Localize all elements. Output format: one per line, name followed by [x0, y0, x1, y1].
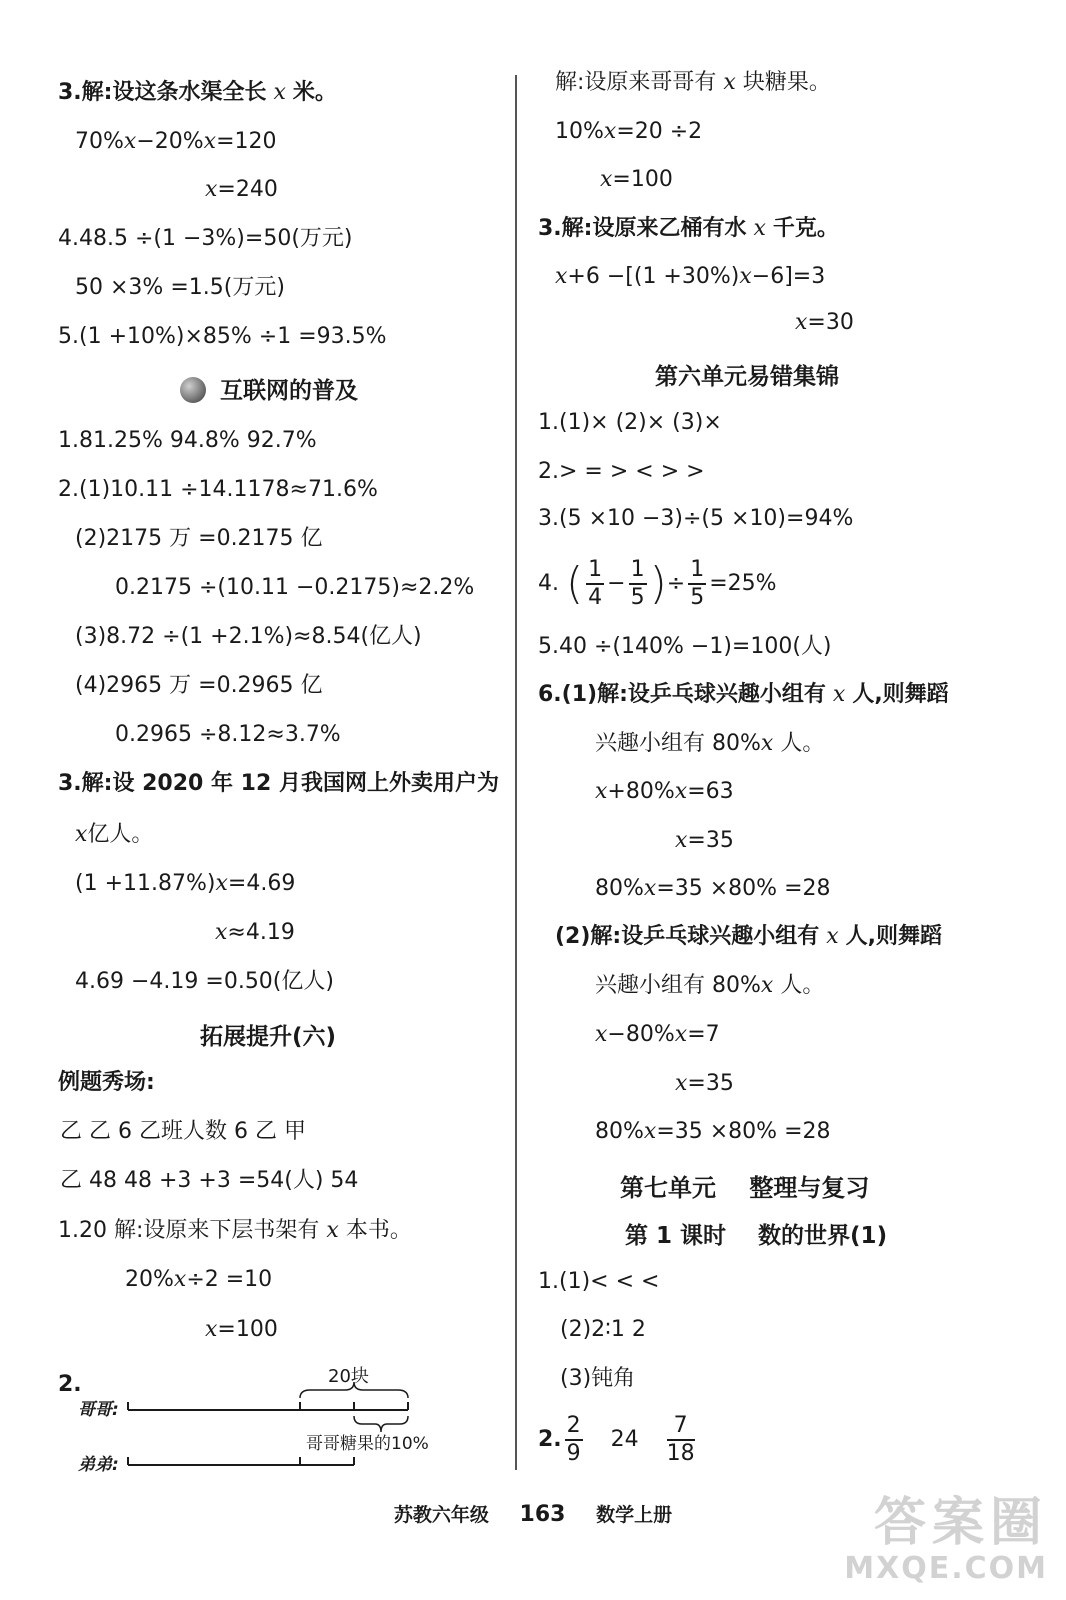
brace-bottom	[354, 1416, 408, 1432]
text: 6.(1)解:设乒乓球兴趣小组有	[538, 682, 826, 707]
answer-line: 2.> = > < > >	[538, 459, 705, 484]
variable: x	[753, 216, 766, 241]
variable: x	[215, 871, 228, 896]
text: −6]=3	[751, 264, 826, 289]
text: =240	[217, 177, 278, 202]
text: =63	[687, 779, 734, 804]
text: +6 −[(1 +30%)	[567, 264, 740, 289]
variable: x	[723, 70, 736, 95]
answer-line: 50 ×3% =1.5(万元)	[75, 275, 285, 300]
answer-line: (4)2965 万 =0.2965 亿	[75, 673, 323, 698]
variable: x	[326, 1218, 339, 1243]
answer-line: (3)8.72 ÷(1 +2.1%)≈8.54(亿人)	[75, 624, 422, 649]
section-heading: 互联网的普及	[220, 378, 358, 404]
text: +80%	[607, 779, 675, 804]
answer-line: 4.48.5 ÷(1 −3%)=50(万元)	[58, 226, 353, 251]
equation-line	[675, 826, 734, 856]
variable: x	[643, 1119, 657, 1144]
watermark	[844, 1495, 1048, 1586]
answer-line	[595, 729, 824, 759]
variable: x	[760, 973, 774, 998]
page-number: 163	[519, 1502, 566, 1527]
variable: x	[600, 167, 613, 192]
equation-line	[595, 777, 734, 807]
answer-line: 1.(1)× (2)× (3)×	[538, 410, 722, 435]
variable: x	[173, 1267, 187, 1292]
lesson-heading: 第 1 课时 数的世界(1)	[625, 1223, 888, 1249]
unit-heading: 第七单元 整理与复习	[620, 1174, 870, 1202]
variable: x	[760, 731, 774, 756]
brace-top-label: 20块	[328, 1366, 369, 1387]
equation-line	[675, 1069, 734, 1099]
equation-line	[215, 918, 295, 948]
equation-line	[555, 117, 702, 147]
numerator: 1	[586, 557, 604, 585]
answer-line: 5.(1 +10%)×85% ÷1 =93.5%	[58, 324, 387, 349]
answer-line	[595, 971, 824, 1001]
equation-line	[75, 127, 277, 157]
equation-line	[595, 874, 831, 904]
variable: x	[795, 310, 808, 335]
text: =100	[217, 1317, 278, 1342]
variable: x	[123, 129, 137, 154]
fraction-line	[538, 1412, 698, 1468]
variable: x	[643, 876, 657, 901]
text: 人。	[780, 973, 825, 998]
text: 70%	[75, 129, 124, 154]
equation-line	[600, 165, 673, 195]
text: =30	[807, 310, 854, 335]
text: −	[607, 571, 626, 596]
text: 3.解:设这条水渠全长	[58, 80, 267, 105]
text: =7	[687, 1022, 720, 1047]
text: ÷2 =10	[186, 1267, 273, 1292]
line-segment-diagram	[70, 1360, 490, 1480]
numerator: 2	[565, 1413, 583, 1441]
section-heading: 拓展提升(六)	[200, 1024, 337, 1050]
answer-line: 3.(5 ×10 −3)÷(5 ×10)=94%	[538, 506, 854, 531]
answer-line: 4.69 −4.19 =0.50(亿人)	[75, 969, 334, 994]
text: 2.	[538, 1427, 562, 1452]
variable: x	[826, 924, 839, 949]
variable: x	[595, 779, 608, 804]
text: =35	[687, 828, 734, 853]
right-column	[520, 0, 1066, 1480]
variable: x	[595, 1022, 608, 1047]
denominator: 5	[630, 585, 645, 610]
section-bullet-icon	[180, 377, 206, 403]
answer-line: 0.2175 ÷(10.11 −0.2175)≈2.2%	[115, 575, 475, 600]
variable: x	[205, 1317, 218, 1342]
text: 4.	[538, 571, 559, 596]
variable: x	[203, 129, 217, 154]
text: 亿人。	[87, 822, 154, 847]
variable: x	[205, 177, 218, 202]
fraction	[565, 1413, 583, 1467]
text: 人。	[780, 731, 825, 756]
equation-line	[205, 175, 278, 205]
watermark-logo-text: 答案圈	[873, 1493, 1048, 1553]
variable: x	[675, 1071, 688, 1096]
fraction	[667, 1413, 695, 1467]
answer-line: 1.81.25% 94.8% 92.7%	[58, 428, 317, 453]
brace-bottom-label: 哥哥糖果的10%	[306, 1434, 429, 1454]
variable: x	[215, 920, 228, 945]
denominator: 9	[566, 1441, 581, 1466]
numerator: 7	[667, 1413, 695, 1441]
variable: x	[674, 1022, 688, 1047]
variable: x	[674, 779, 688, 804]
text: 兴趣小组有 80%	[595, 973, 761, 998]
denominator: 18	[666, 1441, 695, 1466]
text: =20 ÷2	[616, 119, 703, 144]
fraction	[629, 557, 647, 611]
paren-left: (	[566, 558, 584, 609]
left-column	[0, 0, 515, 1480]
fraction	[688, 557, 706, 611]
text: 24	[610, 1427, 639, 1452]
text: 解:设原来哥哥有	[555, 70, 717, 95]
text: 千克。	[772, 216, 839, 241]
denominator: 5	[690, 585, 705, 610]
denominator: 4	[588, 585, 603, 610]
text: (2)解:设乒乓球兴趣小组有	[555, 924, 820, 949]
fraction-line	[538, 556, 777, 612]
watermark-url: MXQE.COM	[844, 1551, 1048, 1586]
answer-line: 5.40 ÷(140% −1)=100(人)	[538, 634, 832, 659]
equation-line	[555, 262, 825, 292]
equation-line	[595, 1117, 831, 1147]
answer-line: 0.2965 ÷8.12≈3.7%	[115, 722, 341, 747]
section-heading: 第六单元易错集锦	[655, 364, 839, 390]
answer-line	[538, 680, 949, 710]
answer-line	[58, 78, 337, 108]
answer-line: 2.(1)10.11 ÷14.1178≈71.6%	[58, 477, 378, 502]
answer-line: 3.解:设 2020 年 12 月我国网上外卖用户为	[58, 771, 499, 796]
numerator: 1	[629, 557, 647, 585]
variable: x	[603, 119, 617, 144]
text: =25%	[709, 571, 777, 596]
footer-book: 数学上册	[596, 1504, 673, 1526]
text: 块糖果。	[742, 70, 831, 95]
answer-line: 2.	[58, 1372, 82, 1397]
text: 本书。	[345, 1218, 412, 1243]
text: 人,则舞蹈	[852, 682, 949, 707]
answer-line	[538, 214, 839, 244]
text: 20%	[125, 1267, 174, 1292]
equation-line	[795, 308, 854, 338]
text: 3.解:设原来乙桶有水	[538, 216, 747, 241]
text: =35 ×80% =28	[656, 1119, 831, 1144]
answer-line: 乙 48 48 +3 +3 =54(人) 54	[60, 1168, 359, 1193]
answer-line	[555, 68, 831, 98]
text: =35 ×80% =28	[656, 876, 831, 901]
variable: x	[273, 80, 286, 105]
younger-label: 弟弟:	[78, 1455, 119, 1475]
text: =4.69	[227, 871, 296, 896]
text: (1 +11.87%)	[75, 871, 216, 896]
equation-line	[205, 1315, 278, 1345]
equation-line	[75, 869, 295, 899]
footer-grade: 苏教六年级	[393, 1504, 489, 1526]
answer-line: 乙 乙 6 乙班人数 6 乙 甲	[60, 1119, 306, 1144]
text: −20%	[136, 129, 204, 154]
brother-label: 哥哥:	[78, 1400, 119, 1420]
text: ÷	[666, 571, 686, 596]
text: 米。	[292, 80, 337, 105]
text: =35	[687, 1071, 734, 1096]
fraction	[586, 557, 604, 611]
answer-line	[75, 820, 153, 850]
text: −80%	[607, 1022, 675, 1047]
column-divider	[515, 75, 517, 1470]
variable: x	[75, 822, 88, 847]
text: ≈4.19	[227, 920, 295, 945]
text: 兴趣小组有 80%	[595, 731, 761, 756]
text: 人,则舞蹈	[845, 924, 942, 949]
answer-line: (2)2∶1 2	[560, 1317, 646, 1342]
text: 1.20 解:设原来下层书架有	[58, 1218, 320, 1243]
text: 80%	[595, 1119, 644, 1144]
answer-line: 例题秀场:	[58, 1070, 155, 1095]
text: 10%	[555, 119, 604, 144]
answer-line	[555, 922, 942, 952]
answer-line	[58, 1216, 412, 1246]
variable: x	[675, 828, 688, 853]
answer-line: 1.(1)< < <	[538, 1269, 660, 1294]
variable: x	[832, 682, 846, 707]
equation-line	[125, 1265, 272, 1295]
text: 80%	[595, 876, 644, 901]
numerator: 1	[688, 557, 706, 585]
answer-line: (2)2175 万 =0.2175 亿	[75, 526, 323, 551]
equation-line	[595, 1020, 720, 1050]
variable: x	[555, 264, 568, 289]
text: =100	[612, 167, 673, 192]
variable: x	[739, 264, 752, 289]
text: =120	[216, 129, 277, 154]
paren-right: )	[649, 558, 667, 609]
answer-line: (3)钝角	[560, 1366, 636, 1391]
